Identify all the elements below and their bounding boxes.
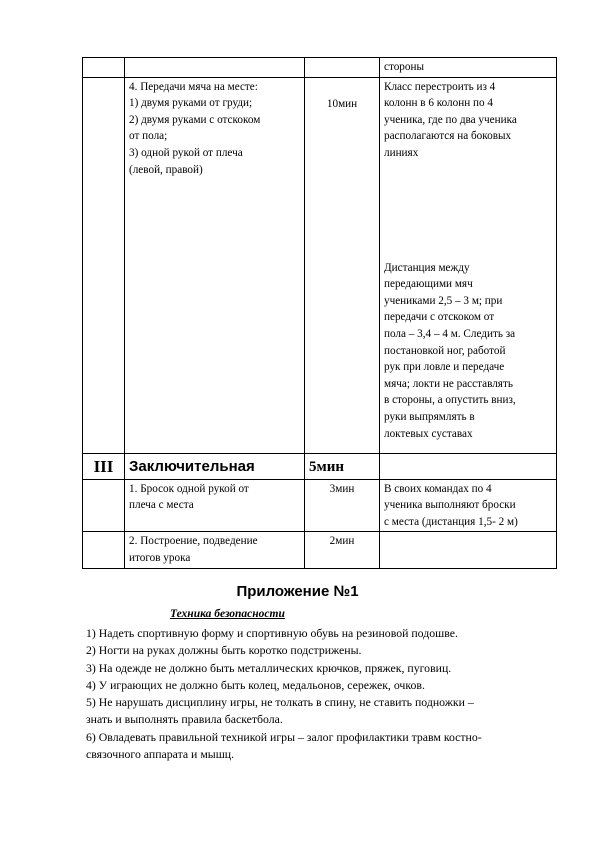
cell-line: рук при ловле и передаче xyxy=(384,361,505,374)
table-cell xyxy=(380,58,557,78)
cell-line: (левой, правой) xyxy=(129,163,203,176)
cell-line: линиях xyxy=(384,146,419,159)
cell-line: ученика выполняют броски xyxy=(384,499,516,512)
cell-line: 1) двумя руками от груди; xyxy=(129,97,253,110)
table-cell xyxy=(83,77,125,453)
cell-line: в стороны, а опустить вниз, xyxy=(384,394,516,407)
cell-line: учениками 2,5 – 3 м; при xyxy=(384,294,503,307)
rule-line: 4) У играющих не должно быть колец, медальонов, сережек, очков. xyxy=(86,677,425,692)
section-duration: 5мин xyxy=(305,453,380,479)
rule-line: 6) Овладевать правильной техникой игры – залог профилактики травм костно- xyxy=(86,729,482,744)
notes-cell xyxy=(380,77,557,453)
table-cell xyxy=(83,532,125,568)
duration-cell xyxy=(305,77,380,453)
duration-cell xyxy=(305,479,380,532)
cell-line: постановкой ног, работой xyxy=(384,344,506,357)
safety-rules-list xyxy=(86,625,561,763)
table-cell xyxy=(305,58,380,78)
exercise-cell xyxy=(125,479,305,532)
rule-line: 2) Ногти на руках должны быть коротко подстрижены. xyxy=(86,643,362,658)
table-cell xyxy=(83,479,125,532)
cell-line: руки выпрямлять в xyxy=(384,410,475,423)
table-cell xyxy=(380,453,557,479)
cell-line: от пола; xyxy=(129,130,168,143)
cell-line: В своих командах по 4 xyxy=(384,482,492,495)
section-title: Заключительная xyxy=(125,453,305,479)
cell-line: 3) одной рукой от плеча xyxy=(129,146,243,159)
table-row xyxy=(83,77,557,453)
duration-text: 10мин xyxy=(326,97,358,110)
table-cell xyxy=(83,58,125,78)
cell-line: Дистанция между xyxy=(384,261,470,274)
section-number: III xyxy=(83,453,125,479)
cell-text: стороны xyxy=(384,61,424,73)
cell-line: передачи с отскоком от xyxy=(384,311,495,324)
rule-line: связочного аппарата и мышц. xyxy=(86,747,235,762)
exercise-cell xyxy=(125,532,305,568)
table-cell xyxy=(125,58,305,78)
cell-line: мяча; локти не расставлять xyxy=(384,377,513,390)
exercise-cell xyxy=(125,77,305,453)
cell-line: итогов урока xyxy=(129,551,191,564)
cell-line: 2) двумя руками с отскоком xyxy=(129,113,261,126)
cell-line: 2. Построение, подведение xyxy=(129,535,258,548)
duration-text: 3мин xyxy=(329,482,355,495)
rule-line: 5) Не нарушать дисциплину игры, не толкать в спину, не ставить подножки – xyxy=(86,695,474,710)
cell-line: с места (дистанция 1,5- 2 м) xyxy=(384,515,518,528)
table-row xyxy=(83,532,557,568)
table-cell xyxy=(380,532,557,568)
rule-line: 1) Надеть спортивную форму и спортивную обувь на резиновой подошве. xyxy=(86,626,458,640)
table-row xyxy=(83,58,557,78)
table-row xyxy=(83,479,557,532)
cell-line: передающими мяч xyxy=(384,278,473,291)
cell-line: пола – 3,4 – 4 м. Следить за xyxy=(384,327,516,340)
cell-line: 4. Передачи мяча на месте: xyxy=(129,80,258,93)
spacer xyxy=(384,162,552,260)
rule-line: 3) На одежде не должно быть металлических крючков, пряжек, пуговиц. xyxy=(86,660,452,675)
appendix-subtitle: Техника безопасности xyxy=(170,608,285,620)
cell-line: 1. Бросок одной рукой от xyxy=(129,482,249,495)
cell-line: ученика, где по два ученика xyxy=(384,113,517,126)
cell-line: Класс перестроить из 4 xyxy=(384,80,496,93)
cell-line: колонн в 6 колонн по 4 xyxy=(384,97,493,110)
lesson-plan-table xyxy=(82,57,557,569)
section-row xyxy=(83,453,557,479)
cell-line: располагаются на боковых xyxy=(384,130,512,143)
notes-cell xyxy=(380,479,557,532)
duration-cell xyxy=(305,532,380,568)
rule-line: знать и выполнять правила баскетбола. xyxy=(86,712,283,727)
appendix-title: Приложение №1 xyxy=(236,583,359,600)
duration-text: 2мин xyxy=(329,535,355,548)
cell-line: локтевых суставах xyxy=(384,427,473,440)
cell-line: плеча с места xyxy=(129,499,194,512)
